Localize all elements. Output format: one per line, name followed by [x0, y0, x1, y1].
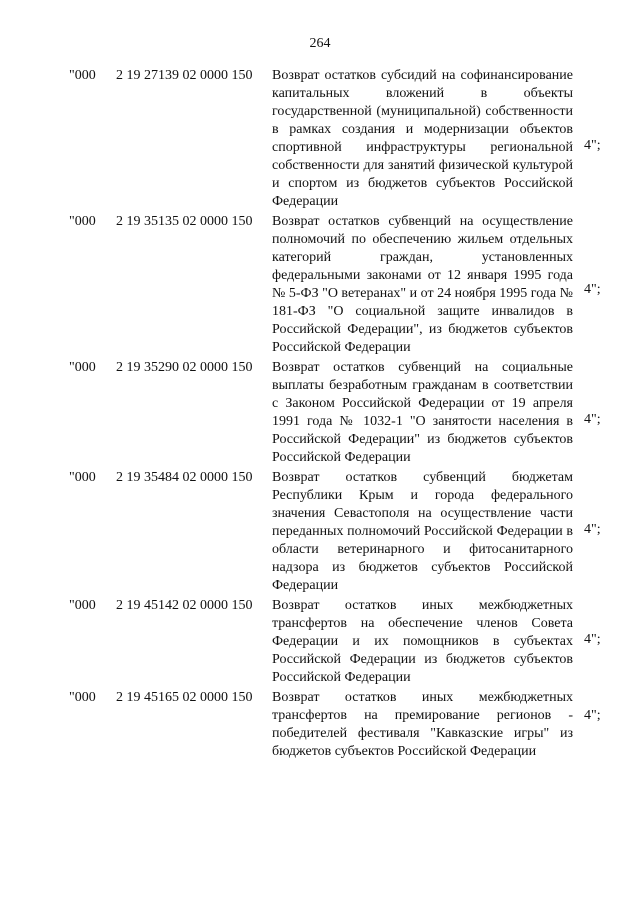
budget-code: 2 19 27139 02 0000 150: [116, 68, 253, 83]
budget-code: 2 19 35484 02 0000 150: [116, 470, 253, 485]
code-description: Возврат остатков субвенций бюджетам Республики Крым и города федерального значения Севастополя на осуществление части переданных полномочий Российской Федерации в области ветеринарного и фитосанитарного надзора из бюджетов субъектов Российской Федерации: [272, 470, 573, 593]
table-row: [0, 213, 640, 357]
page-number: 264: [309, 36, 331, 51]
code-prefix: "000: [69, 690, 96, 705]
table-row: [0, 67, 640, 211]
code-description: Возврат остатков субвенций на осуществление полномочий по обеспечению жильем отдельных категорий граждан, установленных федеральными законами от 12 января 1995 года № 5-ФЗ "О ветеранах" и от 24 ноября 1995 года № 181-ФЗ "О социальной защите инвалидов в Российской Федерации", из бюджетов субъектов Российской Федерации: [272, 214, 573, 355]
code-description: Возврат остатков субсидий на софинансирование капитальных вложений в объекты государственной (муниципальной) собственности в рамках создания и модернизации объектов спортивной инфраструктуры региональной собственности для занятий физической культурой и спортом из бюджетов субъектов Российской Федерации: [272, 68, 573, 209]
budget-code: 2 19 45142 02 0000 150: [116, 598, 253, 613]
row-suffix: 4";: [584, 708, 601, 723]
budget-code: 2 19 35290 02 0000 150: [116, 360, 253, 375]
code-prefix: "000: [69, 360, 96, 375]
code-prefix: "000: [69, 68, 96, 83]
code-description: Возврат остатков субвенций на социальные выплаты безработным гражданам в соответствии с Законом Российской Федерации от 19 апреля 1991 года № 1032-1 "О занятости населения в Российской Федерации" из бюджетов субъектов Российской Федерации: [272, 360, 573, 465]
code-prefix: "000: [69, 598, 96, 613]
budget-code: 2 19 45165 02 0000 150: [116, 690, 253, 705]
row-suffix: 4";: [584, 522, 601, 537]
row-suffix: 4";: [584, 282, 601, 297]
budget-codes-table: [0, 67, 640, 761]
row-suffix: 4";: [584, 632, 601, 647]
budget-code: 2 19 35135 02 0000 150: [116, 214, 253, 229]
table-row: [0, 359, 640, 467]
row-suffix: 4";: [584, 412, 601, 427]
row-suffix: 4";: [584, 138, 601, 153]
table-row: [0, 469, 640, 595]
table-row: [0, 597, 640, 687]
code-prefix: "000: [69, 470, 96, 485]
table-row: [0, 689, 640, 761]
code-description: Возврат остатков иных межбюджетных трансфертов на обеспечение членов Совета Федерации и их помощников в субъектах Российской Федерации из бюджетов субъектов Российской Федерации: [272, 598, 573, 685]
code-description: Возврат остатков иных межбюджетных трансфертов на премирование регионов - победителей фестиваля "Кавказские игры" из бюджетов субъектов Российской Федерации: [272, 690, 573, 759]
code-prefix: "000: [69, 214, 96, 229]
